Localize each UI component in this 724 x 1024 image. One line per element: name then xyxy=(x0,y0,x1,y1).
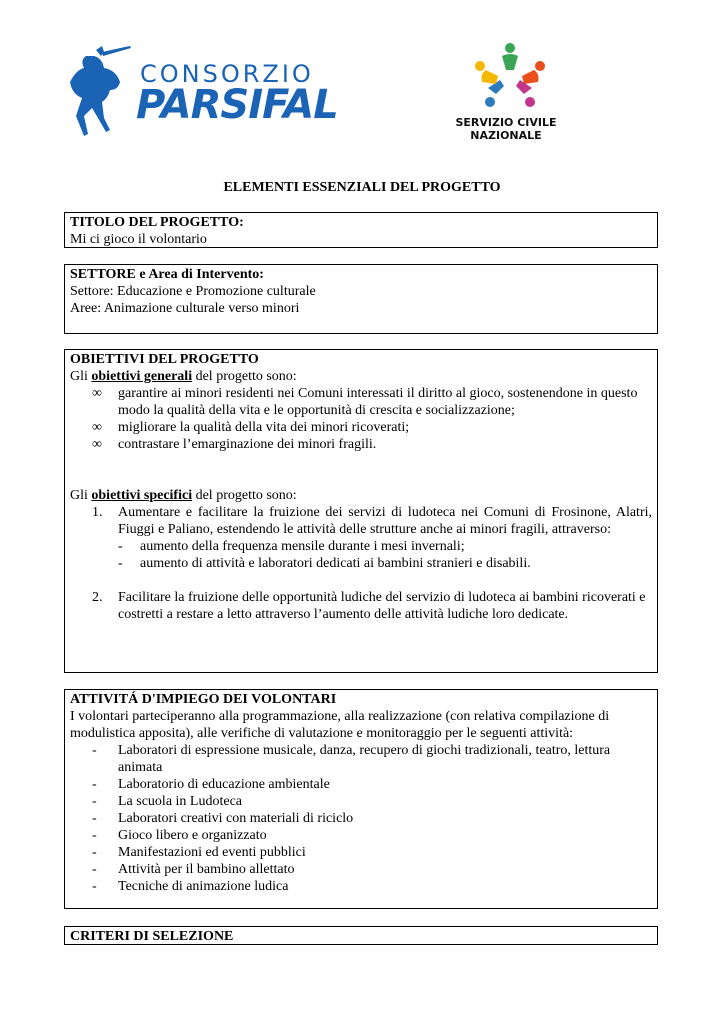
attivita-intro: I volontari parteciperanno alla programmazione, alla realizzazione (con relativa compilazione di modulistica apposita), alle verifiche di valutazione e monitoraggio per le seguenti attività: xyxy=(70,709,610,741)
section-heading: ATTIVITÁ D'IMPIEGO DEI VOLONTARI xyxy=(70,692,337,707)
generali-intro: Gli obiettivi generali del progetto sono: xyxy=(70,369,297,384)
list-item: ∞ garantire ai minori residenti nei Comuni interessati il diritto al gioco, sostenendone in questo modo la qualità della vita e le opportunità di crescita e socializzazione; xyxy=(92,386,638,418)
list-item: 1. Aumentare e facilitare la fruizione dei servizi di ludoteca nei Comuni di Frosinone, Alatri, Fiuggi e Paliano, estendendo le attività delle strutture anche ai minori fragili, attraverso: xyxy=(92,505,652,537)
settore-line: Settore: Educazione e Promozione culturale xyxy=(70,284,316,299)
logo-text-line2: NAZIONALE xyxy=(470,129,542,142)
list-item: - La scuola in Ludoteca xyxy=(92,794,243,809)
logo-text-line1: SERVIZIO CIVILE xyxy=(455,116,557,129)
list-item: 2. Facilitare la fruizione delle opportunità ludiche del servizio di ludoteca ai bambini ricoverati e costretti a restare a letto attraverso l’aumento delle attività ludiche loro dedicate. xyxy=(92,590,646,622)
list-item: - aumento della frequenza mensile durante i mesi invernali; xyxy=(118,539,465,554)
list-item: - Tecniche di animazione ludica xyxy=(92,879,289,894)
section-heading: TITOLO DEL PROGETTO: xyxy=(70,215,244,230)
specifici-intro: Gli obiettivi specifici del progetto sono: xyxy=(70,488,297,503)
aree-line: Aree: Animazione culturale verso minori xyxy=(70,301,300,316)
section-heading: CRITERI DI SELEZIONE xyxy=(70,929,234,944)
section-attivita xyxy=(64,689,658,909)
list-item: - aumento di attività e laboratori dedicati ai bambini stranieri e disabili. xyxy=(118,556,531,571)
list-item: - Laboratori creativi con materiali di riciclo xyxy=(92,811,354,826)
section-obiettivi xyxy=(64,349,658,673)
knight-horse-icon xyxy=(66,44,138,140)
consorzio-parsifal-logo xyxy=(66,44,356,140)
infinity-bullet-icon: ∞ xyxy=(92,437,102,452)
infinity-bullet-icon: ∞ xyxy=(92,420,102,435)
infinity-bullet-icon: ∞ xyxy=(92,386,102,401)
section-heading: SETTORE e Area di Intervento: xyxy=(70,267,264,282)
servizio-civile-logo xyxy=(448,40,564,146)
list-item: - Manifestazioni ed eventi pubblici xyxy=(92,845,306,860)
list-item: - Laboratori di espressione musicale, danza, recupero di giochi tradizionali, teatro, lettura animata xyxy=(92,743,611,775)
list-item: ∞ migliorare la qualità della vita dei minori ricoverati; xyxy=(92,420,410,435)
section-criteri xyxy=(64,926,658,945)
list-item: - Laboratorio di educazione ambientale xyxy=(92,777,330,792)
star-people-icon xyxy=(470,40,550,110)
document-title: ELEMENTI ESSENZIALI DEL PROGETTO xyxy=(223,180,501,195)
section-settore xyxy=(64,264,658,334)
list-item: ∞ contrastare l’emarginazione dei minori fragili. xyxy=(92,437,377,452)
project-title: Mi ci gioco il volontario xyxy=(70,232,207,247)
logo-line2: PARSIFAL xyxy=(136,82,338,128)
section-titolo xyxy=(64,212,658,248)
list-item: - Attività per il bambino allettato xyxy=(92,862,295,877)
list-item: - Gioco libero e organizzato xyxy=(92,828,267,843)
section-heading: OBIETTIVI DEL PROGETTO xyxy=(70,352,259,367)
logo-line1: CONSORZIO xyxy=(140,60,314,88)
